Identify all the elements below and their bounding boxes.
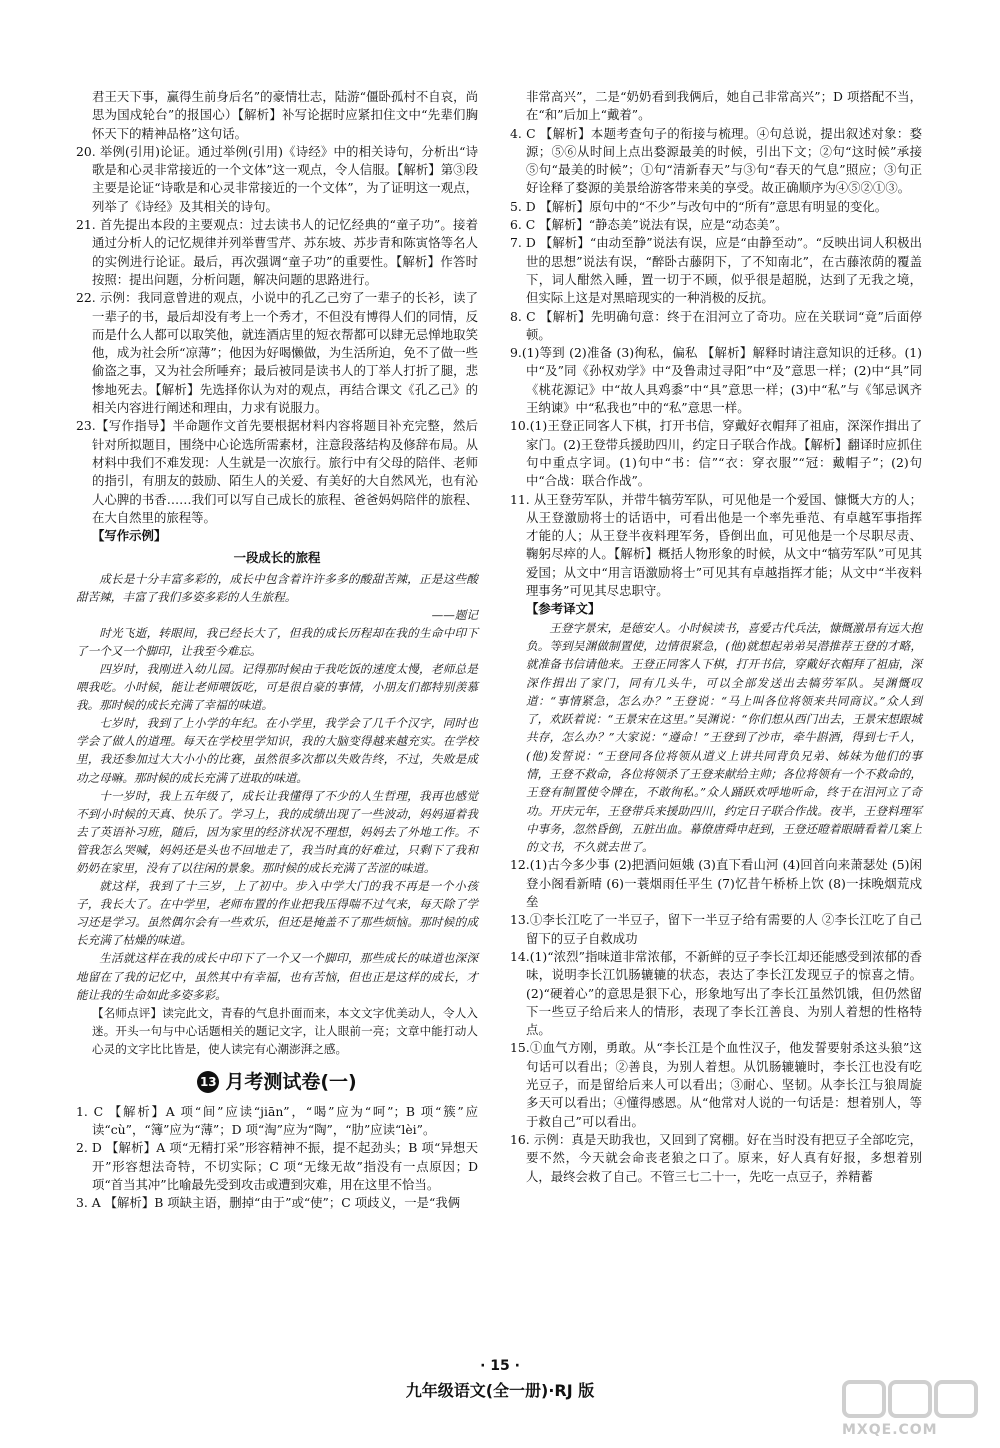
answer-item: 7. D 【解析】“由动至静”说法有误，应是“由静至动”。“反映出词人积极出世的思想”说法有误，“醉卧古藤阴下，了不知南北”，在古藤浓荫的覆盖下，词人酣然入睡，置一切于不顾，似乎很是超脱，达到了无我之境，但实际上这是对黑暗现实的一种消极的反抗。 <box>510 235 922 306</box>
answer-item: 14.(1)“浓烈”指味道非常浓郁，不新鲜的豆子李长江却还能感受到浓郁的香味，说明李长江饥肠辘辘的状态，表达了李长江发现豆子的惊喜之情。(2)“硬着心”的意思是狠下心，形象地写出了李长江虽然饥饿，但仍然留下一些豆子给后来人的情形，表现了李长江善良、为别人着想的性格特点。 <box>510 948 922 1038</box>
answer-item: 15.①血气方刚，勇敢。从“李长江是个血性汉子，他发誓要射杀这头狼”这句话可以看出；②善良，为别人着想。从饥肠辘辘时，李长江也没有吃光豆子，而是留给后来人可以看出；③耐心、坚韧。从李长江与狼周旋多天可以看出；④懂得感恩。从“他常对人说的一句话是：想着别人，等于救自己”可以看出。 <box>510 1040 922 1129</box>
answer-item: 5. D 【解析】原句中的“不少”与改句中的“所有”意思有明显的变化。 <box>510 198 888 214</box>
answer-item: 16. 示例：真是天助我也，又回到了窝棚。好在当时没有把豆子全部吃完，要不然，今天就会命丧老狼之口了。原来，好人真有好报，多想着别人，最终会救了自己。不管三七二十一，先吃一点豆子，养精蓄 <box>510 1131 922 1184</box>
essay-intro: 成长是十分丰富多彩的，成长中包含着许许多多的酸甜苦辣，正是这些酸甜苦辣，丰富了我们多姿多彩的人生旅程。 <box>76 571 478 604</box>
exam-answer-item: 3. A 【解析】B 项缺主语，删掉“由于”或“使”；C 项歧义，一是“我俩 <box>76 1195 461 1211</box>
answer-item: 23.【写作指导】半命题作文首先要根据材料内容将题目补充完整，然后针对所拟题目，围绕中心论选所需素材，注意段落结构及修辞布局。从材料中我们不难发现：人生就是一次旅行。旅行中有父母的陪伴、老师的指引，有朋友的鼓励、陌生人的关爱、有美好的大自然风光，也有沁人心脾的书香……我们可以写自己成长的旅程、爸爸妈妈陪伴的旅程、在大自然里的旅程等。 <box>76 418 478 525</box>
section-heading <box>76 1071 478 1093</box>
essay-paragraph: 七岁时，我到了上小学的年纪。在小学里，我学会了几千个汉字，同时也学会了做人的道理。每天在学校里学知识，我的大脑变得越来越充实。在学校里，我还参加过大大小小的比赛，虽然很多次都以失败告终，不过，失败是成功之母嘛。那时候的成长充满了进取的味道。 <box>76 716 478 785</box>
answer-item: 21. 首先提出本段的主要观点：过去读书人的记忆经典的“童子功”。接着通过分析人的记忆规律并列举曹雪芹、苏东坡、苏步青和陈寅恪等名人的实例进行论证。最后，再次强调“童子功”的重要性。【解析】作答时按照：提出问题，分析问题，解决问题的思路进行。 <box>76 217 478 287</box>
left-answer-block <box>76 88 478 545</box>
essay-paragraph: 十一岁时，我上五年级了，成长让我懂得了不少的人生哲理，我再也感觉不到小时候的天真、快乐了。学习上，我的成绩出现了一些波动，妈妈逼着我去了英语补习班，随后，因为家里的经济状况不理想，妈妈去了外地工作。不管我怎么哭喊，妈妈还是头也不回地走了，我当时真的好难过，只剩下了我和奶奶在家里，没有了以往闲的景象。那时候的成长充满了苦涩的味道。 <box>76 788 478 876</box>
watermark-logo <box>838 1376 986 1440</box>
answer-item: 王登字景宋，是德安人。小时候读书，喜爱古代兵法，慷慨激昂有远大抱负。等到吴渊做制置使，边情很紧急，(他)就想起弟弟吴潜推荐王登的才略，就准备书信请他来。王登正同客人下棋，打开书信，穿戴好衣帽拜了祖庙，深深作揖出了家门，同有几头牛，可以全部发送出去犒劳军队。吴渊慨叹道：“事情紧急，怎么办？”王登说：“马上叫各位将领来共同商议。”众人到了，欢跃着说：“王景宋在这里。”吴渊说：“你们想从西门出去，王景宋想跟城共存，怎么办？”大家说：“遵命！”王登到了沙市，牵牛斟酒，得到七千人，(他)发誓说：“王登同各位将领从道义上讲共同背负兄弟、姊妹为他们的事情，王登不救命，各位将领杀了王登来献给主帅；各位将领有一个不救命的，王登有制置使令牌在，不敢徇私。”众人踊跃欢呼地听命，终于在泪河立了奇功。开庆元年，王登带兵来援助四川，约定日子联合作战。夜半，王登料理军中事务，忽然昏倒，五脏出血。幕僚唐舜申赶到，王登还瞪着眼睛看着几案上的文书，不久就去世了。 <box>526 620 922 855</box>
page-number: · 15 · <box>480 1358 520 1374</box>
answer-item: 13.①李长江吃了一半豆子，留下一半豆子给有需要的人 ②李长江吃了自己留下的豆子自救成功 <box>510 912 922 946</box>
answer-item: 22. 示例：我同意曾进的观点，小说中的孔乙己穷了一辈子的长衫，读了一辈子的书，最后却没有考上一个秀才，不但没有博得人们的同情，反而是什么人都可以取笑他，就连酒店里的短衣帮都可以肆无忌惮地取笑他，成为社会所“凉薄”；他因为好喝懒做，为生活所迫，免不了做一些偷盗之事，又为社会所唾弃；最后被同是读书人的丁举人打折了腿，悲惨地死去。【解析】先选择你认为对的观点，再结合课文《孔乙己》的相关内容进行阐述和理由，力求有说服力。 <box>76 290 478 416</box>
answer-item: 12.(1)古今多少事 (2)把酒问姮娥 (3)直下看山河 (4)回首向来萧瑟处 (5)闲登小阁看新晴 (6)一蓑烟雨任平生 (7)忆昔午桥桥上饮 (8)一抹晚烟荒戍垒 <box>510 857 922 910</box>
section-number-badge: 13 <box>197 1071 219 1093</box>
watermark-text: MXQE.COM <box>842 1422 938 1438</box>
answer-item: 9.(1)等到 (2)准备 (3)徇私，偏私 【解析】解释时请注意知识的迁移。(1)中“及”同《孙权劝学》中“及鲁肃过寻阳”中“及”意思一样；(2)中“具”同《桃花源记》中“故人具鸡黍”中“具”意思一样；(3)中“私”与《邹忌讽齐王纳谏》中“私我也”中的“私”意思一样。 <box>510 345 922 416</box>
answer-item: 8. C 【解析】先明确句意：终于在泪河立了奇功。应在关联词“竟”后面停顿。 <box>510 308 922 342</box>
right-answer-block <box>510 88 922 1186</box>
essay-paragraph: 就这样，我到了十三岁，上了初中。步入中学大门的我不再是一个小孩子，我长大了。在中学里，老师布置的作业把我压得喘不过气来，每天除了学习还是学习。虽然偶尔会有一些欢乐，但还是掩盖不了那些烦恼。那时候的成长充满了枯燥的味道。 <box>76 879 478 948</box>
footer-book-title: 九年级语文(全一册)·RJ 版 <box>405 1381 595 1400</box>
essay-paragraph: 四岁时，我刚进入幼儿园。记得那时候由于我吃饭的速度太慢，老师总是喂我吃。小时候，能让老师喂饭吃，可是很自豪的事情，小朋友们都特别羡慕我。那时候的成长充满了幸福的味道。 <box>76 661 478 713</box>
right-column <box>510 88 922 1186</box>
answer-item: 非常高兴”，二是“奶奶看到我俩后，她自己非常高兴”；D 项搭配不当，在“和”后加上“戴着”。 <box>526 89 922 123</box>
essay-paragraph: 生活就这样在我的成长中印下了一个又一个脚印，那些成长的味道也深深地留在了我的记忆中，虽然其中有幸福，也有苦恼，但也正是这样的成长，才能让我的生命如此多姿多彩。 <box>76 951 478 1002</box>
essay-paragraph: 时光飞逝，转眼间，我已经长大了，但我的成长历程却在我的生命中印下了一个又一个脚印，让我至今难忘。 <box>76 625 478 658</box>
exam-answer-item: 2. D 【解析】A 项“无精打采”形容精神不振，提不起劲头；B 项“异想天开”形容想法奇特，不切实际；C 项“无缘无故”指没有一点原因；D 项“首当其冲”比喻最先受到攻击或遭到灾难，用在这里不恰当。 <box>76 1140 478 1192</box>
answer-item: 11. 从王登劳军队，并带牛犒劳军队，可见他是一个爱国、慷慨大方的人；从王登激励将士的话语中，可看出他是一个率先垂范、有卓越军事指挥才能的人；从王登半夜料理军务，昏倒出血，可见他是一个尽职尽责、鞠躬尽瘁的人。【解析】概括人物形象的时候，从文中“犒劳军队”可见其爱国；从文中“用言语激励将士”可见其有卓越指挥才能；从文中“半夜料理事务”可见其尽忠职守。 <box>510 491 922 599</box>
answer-item: 4. C 【解析】本题考查句子的衔接与梳理。④句总说，提出叙述对象：婺源；⑤⑥从时间上点出婺源最美的时候，引出下文；②句“这时候”承接⑤句“最美的时候”；①句“清新春天”与③句“春天的气息”照应；③句正好诠释了婺源的美景给游客带来美的享受。故正确顺序为④⑤②①③。 <box>510 125 922 196</box>
answer-item: 10.(1)王登正同客人下棋，打开书信，穿戴好衣帽拜了祖庙，深深作揖出了家门。(2)王登带兵援助四川，约定日子联合作战。【解析】翻译时应抓住句中重点字词。(1)句中“书：信”“衣：穿衣服”“冠：戴帽子”；(2)句中“合战：联合作战”。 <box>510 418 922 489</box>
sample-essay <box>76 549 478 1003</box>
answer-item: 【参考译文】 <box>526 601 601 617</box>
answer-item: 君王天下事，赢得生前身后名”的豪情壮志，陆游“僵卧孤村不自哀，尚思为国戍轮台”的报国心）【解析】补写论据时应紧扣住文中“先辈们胸怀天下的精神品格”这句话。 <box>92 89 478 141</box>
answer-item: 【写作示例】 <box>92 528 167 544</box>
essay-body <box>76 624 478 1004</box>
section-title: 月考测试卷(一) <box>225 1070 357 1093</box>
teacher-comment: 【名师点评】读完此文，青春的气息扑面而来，本文文字优美动人，令人入迷。开头一句与中心话题相关的题记文字，让人眼前一亮；文章中能打动人心灵的文字比比皆是，使人读完有心潮澎湃之感。 <box>92 1005 478 1057</box>
left-column <box>76 88 478 1212</box>
answer-item: 20. 举例(引用)论证。通过举例(引用)《诗经》中的相关诗句，分析出“诗歌是和心灵非常接近的一个文体”这一观点，令人信服。【解析】第③段主要是论证“诗歌是和心灵非常接近的一个文体”，为了证明这一观点，列举了《诗经》及其相关的诗句。 <box>76 143 478 214</box>
exam-answer-item: 1. C 【解析】A 项“间”应读“jiān”，“喝”应为“呵”；B 项“簇”应读“cù”，“簿”应为“薄”；D 项“淘”应为“陶”，“肋”应读“lèi”。 <box>76 1103 478 1137</box>
essay-epigraph-sign: ——题记 <box>431 607 478 622</box>
essay-title: 一段成长的旅程 <box>233 550 321 566</box>
answer-item: 6. C 【解析】“静态美”说法有误，应是“动态美”。 <box>510 217 788 233</box>
exam-answers <box>76 1103 478 1213</box>
